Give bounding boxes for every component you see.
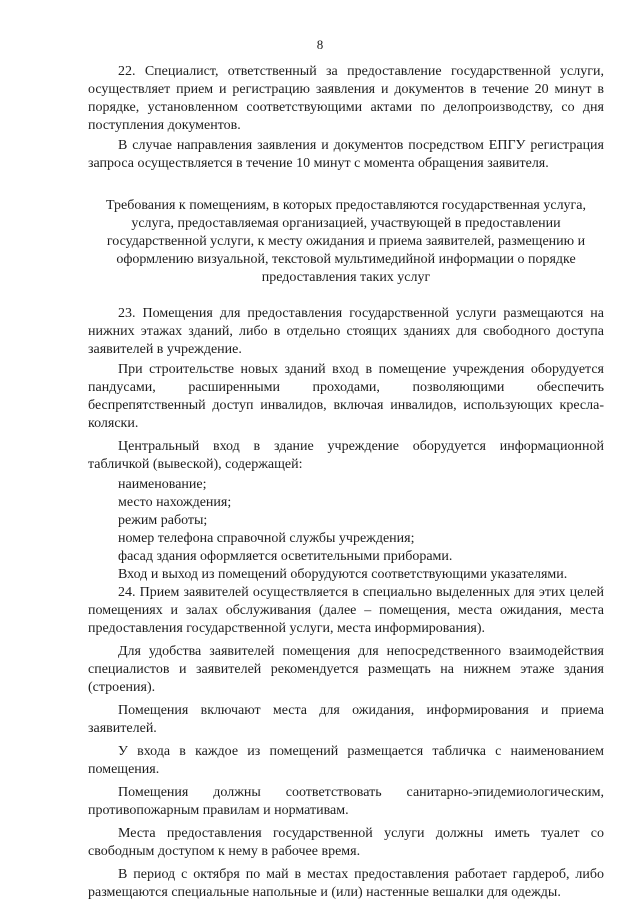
paragraph-entrance-sign: Центральный вход в здание учреждение оборудуется информационной табличкой (вывеской), содержащей: [88,439,604,472]
paragraph-24: 24. Прием заявителей осуществляется в специально выделенных для этих целей помещениях и залах обслуживания (далее – помещения, места ожидания, места предоставления государственной услуги, места информирования). [88,585,604,636]
paragraph-epgu-registration: В случае направления заявления и документов посредством ЕПГУ регистрация запроса осуществляется в течение 10 минут с момента обращения заявителя. [88,138,604,171]
paragraph-ground-floor: Для удобства заявителей помещения для непосредственного взаимодействия специалистов и заявителей рекомендуется размещать на нижнем этаже здания (строения). [88,644,604,695]
paragraph-waiting-areas: Помещения включают места для ожидания, информирования и приема заявителей. [88,703,604,736]
paragraph-sanitary: Помещения должны соответствовать санитарно-эпидемиологическим, противопожарным правилам и нормативам. [88,785,604,818]
list-item: место нахождения; [118,495,232,510]
page-content [88,63,604,902]
page-number: 8 [316,37,324,52]
list-item: номер телефона справочной службы учреждения; [118,531,415,546]
section-heading: Требования к помещениям, в которых предоставляются государственная услуга, услуга, предоставляемая организацией, участвующей в предоставлении государственной услуги, к месту ожидания и приема заявителей, размещению и оформлению визуальной, текстовой мультимедийной информации о порядке предоставления таких услуг [105,198,587,285]
paragraph-room-sign: У входа в каждое из помещений размещается табличка с наименованием помещения. [88,744,604,777]
sign-contents-list [88,476,604,566]
list-item: фасад здания оформляется осветительными приборами. [118,549,453,564]
paragraph-entrance-exit: Вход и выход из помещений оборудуются соответствующими указателями. [118,567,568,582]
paragraph-23: 23. Помещения для предоставления государственной услуги размещаются на нижних этажах зданий, либо в отдельно стоящих зданиях для свободного доступа заявителей в учреждение. [88,306,604,357]
paragraph-wardrobe: В период с октября по май в местах предоставления работает гардероб, либо размещаются специальные напольные и (или) настенные вешалки для одежды. [88,867,604,900]
list-item: наименование; [118,477,207,492]
paragraph-ramps: При строительстве новых зданий вход в помещение учреждения оборудуется пандусами, расширенными проходами, позволяющими обеспечить беспрепятственный доступ инвалидов, включая инвалидов, использующих кресла-коляски. [88,362,604,431]
paragraph-toilet: Места предоставления государственной услуги должны иметь туалет со свободным доступом к нему в рабочее время. [88,826,604,859]
paragraph-22: 22. Специалист, ответственный за предоставление государственной услуги, осуществляет прием и регистрацию заявления и документов в течение 20 минут в порядке, установленном соответствующими актами по делопроизводству, со дня поступления документов. [88,64,604,133]
list-item: режим работы; [118,513,208,528]
